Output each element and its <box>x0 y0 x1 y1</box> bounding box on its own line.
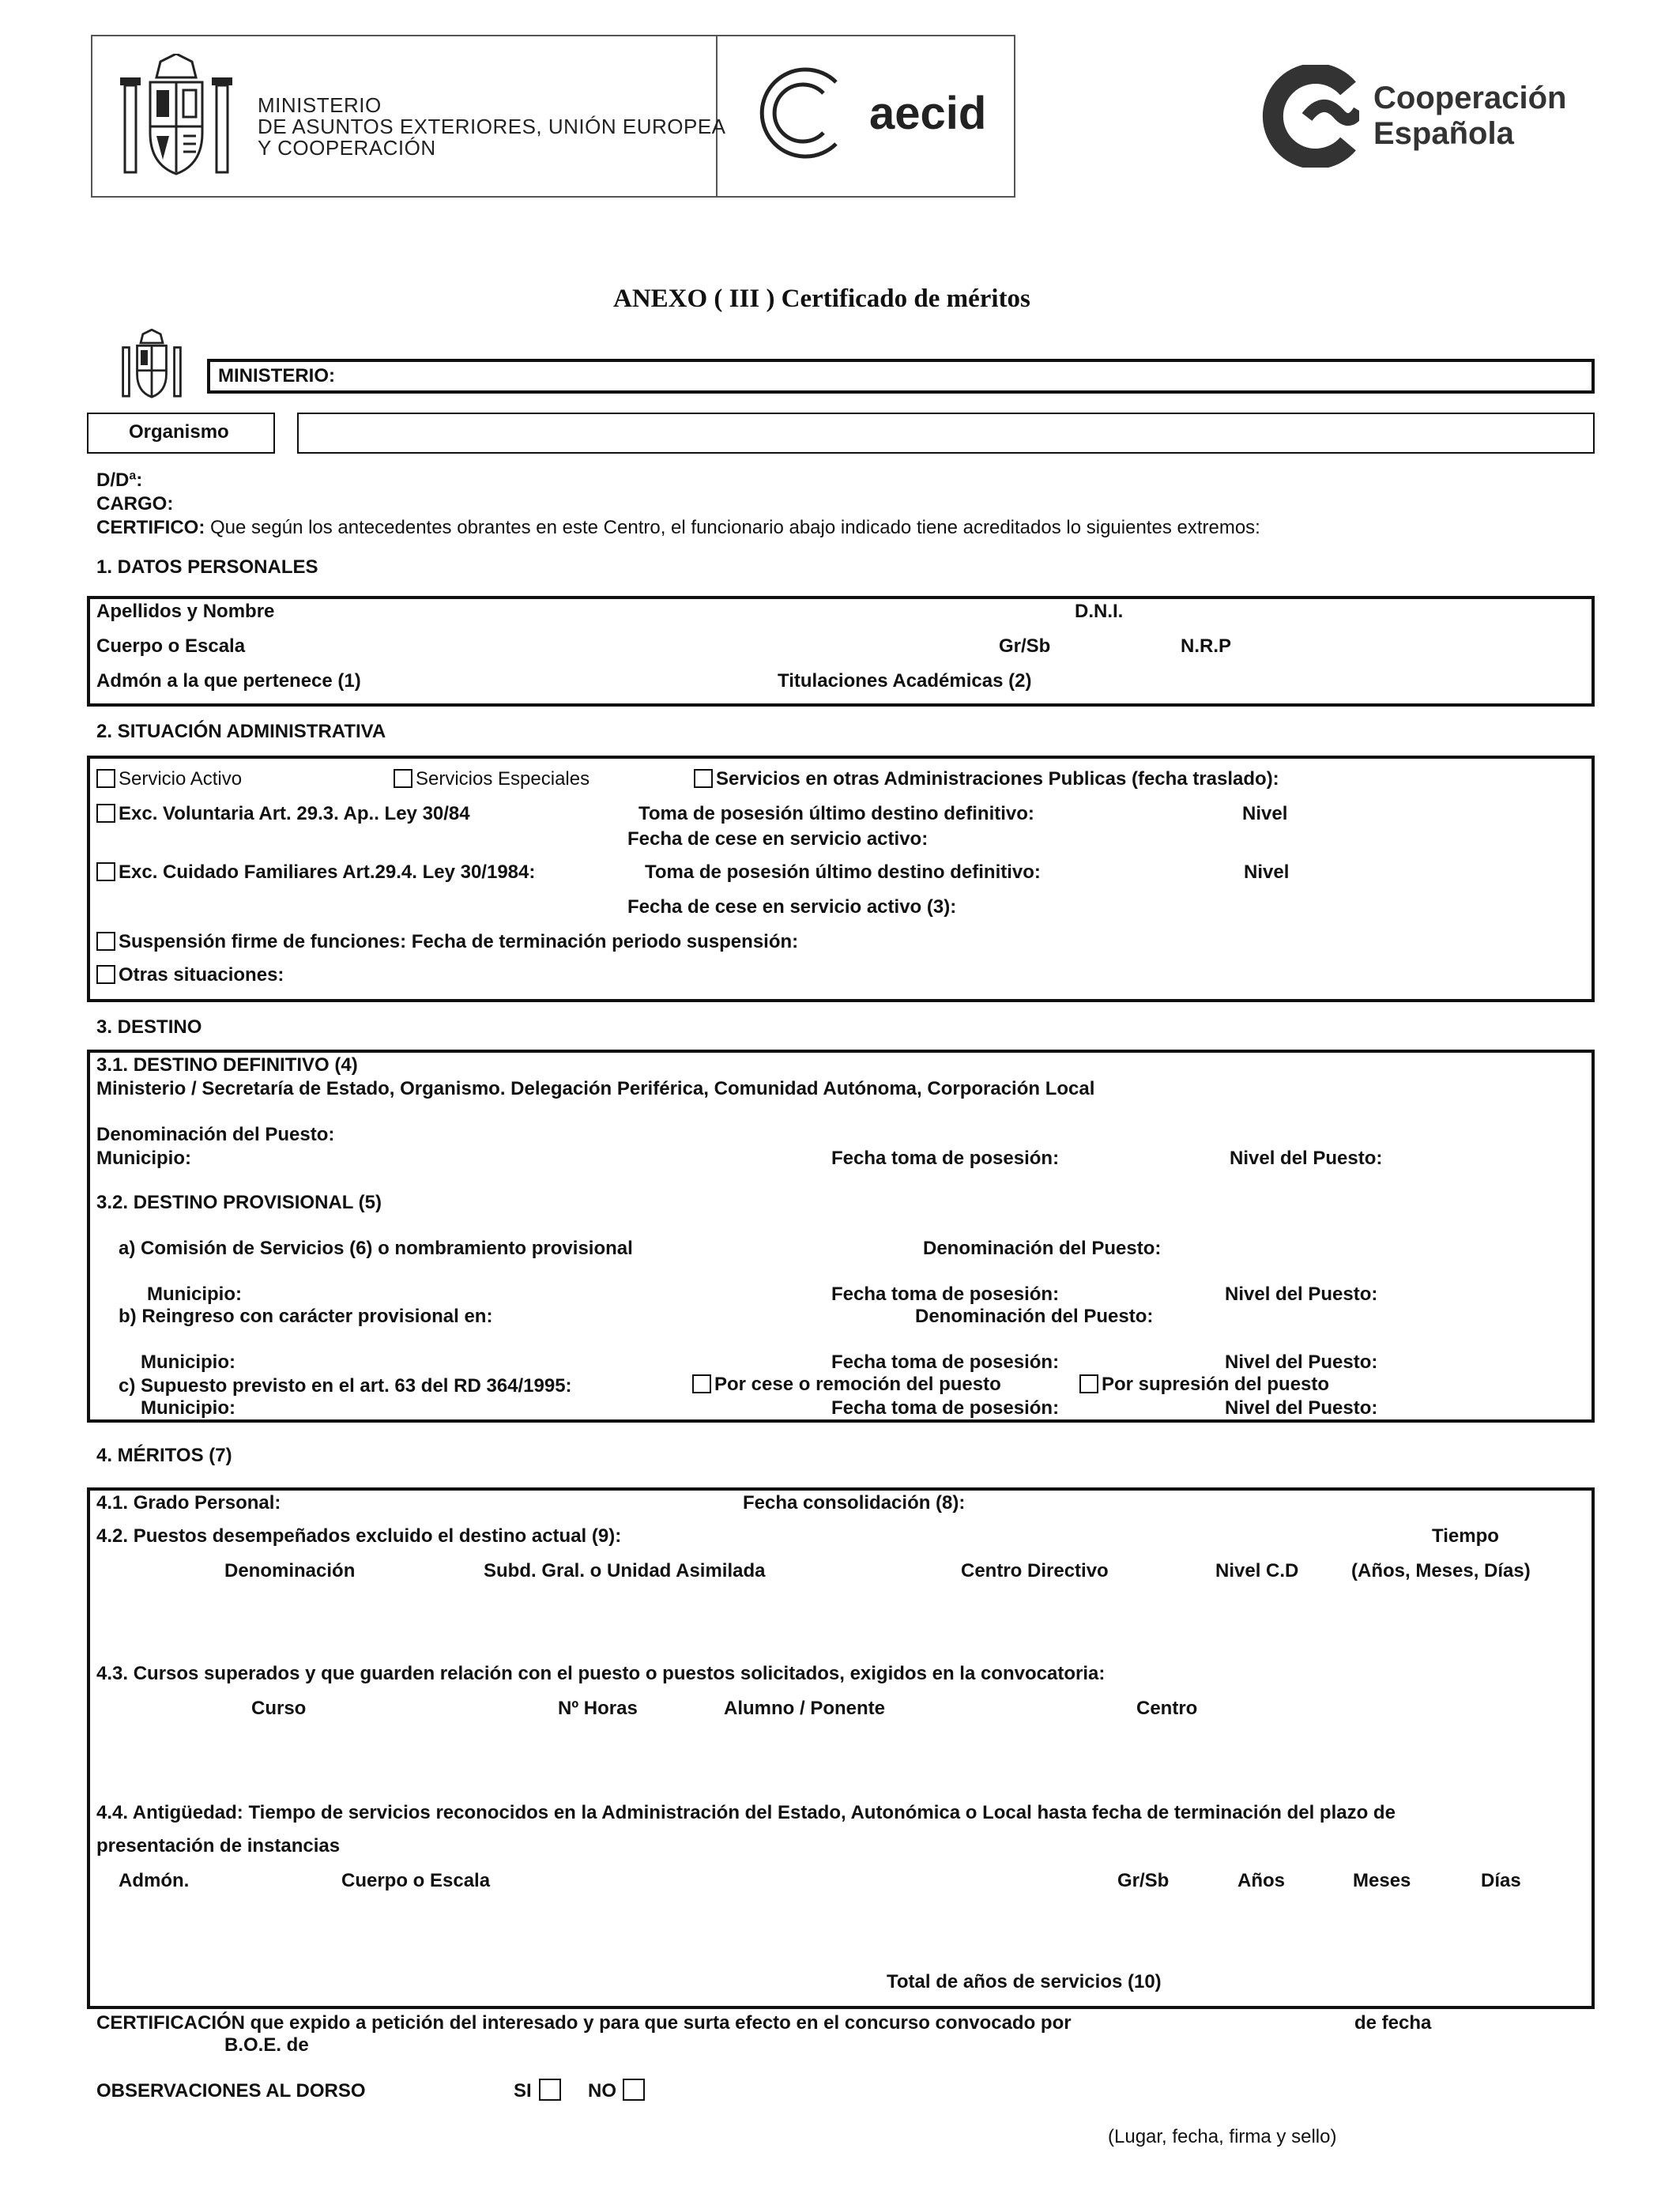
option-exc-cuidado[interactable]: Exc. Cuidado Familiares Art.29.4. Ley 30/1984: <box>96 861 535 884</box>
prov-b-nivel: Nivel del Puesto: <box>1225 1351 1378 1373</box>
certifico-line <box>96 517 1260 539</box>
checkbox-exc-cuidado[interactable] <box>96 862 115 881</box>
section-2-heading: 2. SITUACIÓN ADMINISTRATIVA <box>96 721 386 742</box>
checkbox-otras-situaciones[interactable] <box>96 965 115 984</box>
checkbox-servicio-activo[interactable] <box>96 769 115 788</box>
certifico-label: CERTIFICO: <box>96 517 205 538</box>
boe-de: B.O.E. de <box>224 2034 309 2056</box>
col-denominacion: Denominación <box>224 1560 356 1581</box>
col-cuerpo-escala: Cuerpo o Escala <box>341 1870 491 1891</box>
checkbox-si[interactable] <box>539 2079 561 2101</box>
aecid-logo-icon <box>749 62 852 164</box>
option-cese-remocion[interactable]: Por cese o remoción del puesto <box>692 1374 1001 1396</box>
checkbox-supresion[interactable] <box>1079 1374 1098 1393</box>
section-4-heading: 4. MÉRITOS (7) <box>96 1445 232 1466</box>
checkbox-servicios-especiales[interactable] <box>394 769 412 788</box>
organismo-label: Organismo <box>129 421 229 443</box>
nivel-1: Nivel <box>1242 803 1288 824</box>
prov-b-label: b) Reingreso con carácter provisional en: <box>119 1306 493 1327</box>
titulaciones-label: Titulaciones Académicas (2) <box>778 670 1032 692</box>
col-tiempo: Tiempo <box>1432 1525 1499 1547</box>
coat-of-arms-icon <box>117 54 235 180</box>
organismo-field[interactable] <box>297 413 1595 454</box>
prov-a-nivel: Nivel del Puesto: <box>1225 1284 1378 1305</box>
col-centro-directivo: Centro Directivo <box>961 1560 1109 1581</box>
fecha-toma: Fecha toma de posesión: <box>831 1148 1060 1169</box>
prov-c-nivel: Nivel del Puesto: <box>1225 1397 1378 1419</box>
destino-definitivo-title: 3.1. DESTINO DEFINITIVO (4) <box>96 1054 358 1076</box>
certificacion-text: CERTIFICACIÓN que expido a petición del interesado y para que surta efecto en el concurso convocado por <box>96 2012 1072 2034</box>
destino-definitivo-line: Ministerio / Secretaría de Estado, Organismo. Delegación Periférica, Comunidad Autónoma, Corporación Local <box>96 1078 1095 1099</box>
certifico-text: Que según los antecedentes obrantes en este Centro, el funcionario abajo indicado tiene acreditados lo siguientes extremos: <box>205 517 1260 538</box>
prov-b-municipio: Municipio: <box>141 1351 235 1373</box>
denominacion-puesto: Denominación del Puesto: <box>96 1124 335 1145</box>
col-nivel-cd: Nivel C.D <box>1215 1560 1299 1581</box>
cooperacion-logo-icon <box>1261 65 1359 168</box>
page-title: ANEXO ( III ) Certificado de méritos <box>613 285 1030 313</box>
prov-a-label: a) Comisión de Servicios (6) o nombramiento provisional <box>119 1238 633 1259</box>
checkbox-otras-administraciones[interactable] <box>694 769 713 788</box>
cursos-superados: 4.3. Cursos superados y que guarden relación con el puesto o puestos solicitados, exigidos en la convocatoria: <box>96 1663 1106 1684</box>
antiguedad-line-2: presentación de instancias <box>96 1835 341 1857</box>
section-1-heading: 1. DATOS PERSONALES <box>96 556 318 578</box>
col-curso: Curso <box>251 1698 307 1719</box>
col-grsb: Gr/Sb <box>1117 1870 1170 1891</box>
cooperacion-wordmark: Cooperación Española <box>1373 81 1567 151</box>
si-label: SI <box>514 2080 532 2102</box>
nivel-puesto: Nivel del Puesto: <box>1230 1148 1383 1169</box>
col-meses: Meses <box>1353 1870 1411 1891</box>
col-admon: Admón. <box>119 1870 190 1891</box>
no-label: NO <box>588 2080 616 2102</box>
prov-a-municipio: Municipio: <box>147 1284 242 1305</box>
dd-label: D/Dª: <box>96 469 143 491</box>
dni-label: D.N.I. <box>1075 601 1124 622</box>
cese-2: Fecha de cese en servicio activo (3): <box>627 896 957 918</box>
col-horas: Nº Horas <box>558 1698 638 1719</box>
destino-provisional-title: 3.2. DESTINO PROVISIONAL (5) <box>96 1192 382 1213</box>
admon-label: Admón a la que pertenece (1) <box>96 670 361 692</box>
option-exc-voluntaria[interactable]: Exc. Voluntaria Art. 29.3. Ap.. Ley 30/84 <box>96 803 470 825</box>
col-subd-gral: Subd. Gral. o Unidad Asimilada <box>484 1560 766 1581</box>
section-3-heading: 3. DESTINO <box>96 1016 202 1038</box>
cuerpo-label: Cuerpo o Escala <box>96 635 246 657</box>
nivel-2: Nivel <box>1244 861 1290 883</box>
ministry-name: MINISTERIO DE ASUNTOS EXTERIORES, UNIÓN EUROPEA Y COOPERACIÓN <box>258 93 726 160</box>
checkbox-no[interactable] <box>623 2079 645 2101</box>
option-servicio-activo[interactable]: Servicio Activo <box>96 768 242 790</box>
fecha-consolidacion: Fecha consolidación (8): <box>743 1492 966 1514</box>
prov-a-fecha: Fecha toma de posesión: <box>831 1284 1060 1305</box>
prov-c-label: c) Supuesto previsto en el art. 63 del RD 364/1995: <box>119 1375 572 1397</box>
antiguedad-line-1: 4.4. Antigüedad: Tiempo de servicios reconocidos en la Administración del Estado, Autonómica o Local hasta fecha de terminación del plazo de <box>96 1802 1396 1823</box>
prov-b-denominacion: Denominación del Puesto: <box>915 1306 1154 1327</box>
col-anos: Años <box>1237 1870 1285 1891</box>
total-anos-servicios: Total de años de servicios (10) <box>887 1971 1162 1992</box>
cargo-label: CARGO: <box>96 493 174 515</box>
observaciones-label: OBSERVACIONES AL DORSO <box>96 2080 366 2102</box>
checkbox-cese-remocion[interactable] <box>692 1374 711 1393</box>
ministerio-field[interactable] <box>207 359 1595 394</box>
checkbox-suspension[interactable] <box>96 932 115 951</box>
prov-a-denominacion: Denominación del Puesto: <box>923 1238 1162 1259</box>
checkbox-exc-voluntaria[interactable] <box>96 804 115 823</box>
aecid-wordmark: aecid <box>869 88 987 139</box>
option-servicios-especiales[interactable]: Servicios Especiales <box>394 768 590 790</box>
col-anos-meses-dias: (Años, Meses, Días) <box>1351 1560 1531 1581</box>
grado-personal: 4.1. Grado Personal: <box>96 1492 281 1514</box>
grsb-label: Gr/Sb <box>999 635 1051 657</box>
toma-posesion-2: Toma de posesión último destino definitivo: <box>645 861 1041 883</box>
small-coat-of-arms-icon <box>119 329 185 401</box>
apellidos-label: Apellidos y Nombre <box>96 601 275 622</box>
option-otras-situaciones[interactable]: Otras situaciones: <box>96 964 284 986</box>
option-suspension[interactable]: Suspensión firme de funciones: Fecha de terminación periodo suspensión: <box>96 931 798 953</box>
col-dias: Días <box>1481 1870 1521 1891</box>
col-alumno-ponente: Alumno / Ponente <box>724 1698 885 1719</box>
col-centro: Centro <box>1136 1698 1198 1719</box>
prov-c-municipio: Municipio: <box>141 1397 235 1419</box>
municipio: Municipio: <box>96 1148 191 1169</box>
prov-c-fecha: Fecha toma de posesión: <box>831 1397 1060 1419</box>
cese-1: Fecha de cese en servicio activo: <box>627 828 929 850</box>
ministerio-label: MINISTERIO: <box>218 365 335 386</box>
de-fecha: de fecha <box>1354 2012 1432 2034</box>
toma-posesion-1: Toma de posesión último destino definitivo: <box>638 803 1034 824</box>
option-supresion[interactable]: Por supresión del puesto <box>1079 1374 1329 1396</box>
lugar-fecha-firma: (Lugar, fecha, firma y sello) <box>1108 2126 1337 2147</box>
prov-b-fecha: Fecha toma de posesión: <box>831 1351 1060 1373</box>
puestos-desempenados: 4.2. Puestos desempeñados excluido el destino actual (9): <box>96 1525 622 1547</box>
nrp-label: N.R.P <box>1181 635 1232 657</box>
option-otras-administraciones[interactable]: Servicios en otras Administraciones Publicas (fecha traslado): <box>694 768 1279 790</box>
